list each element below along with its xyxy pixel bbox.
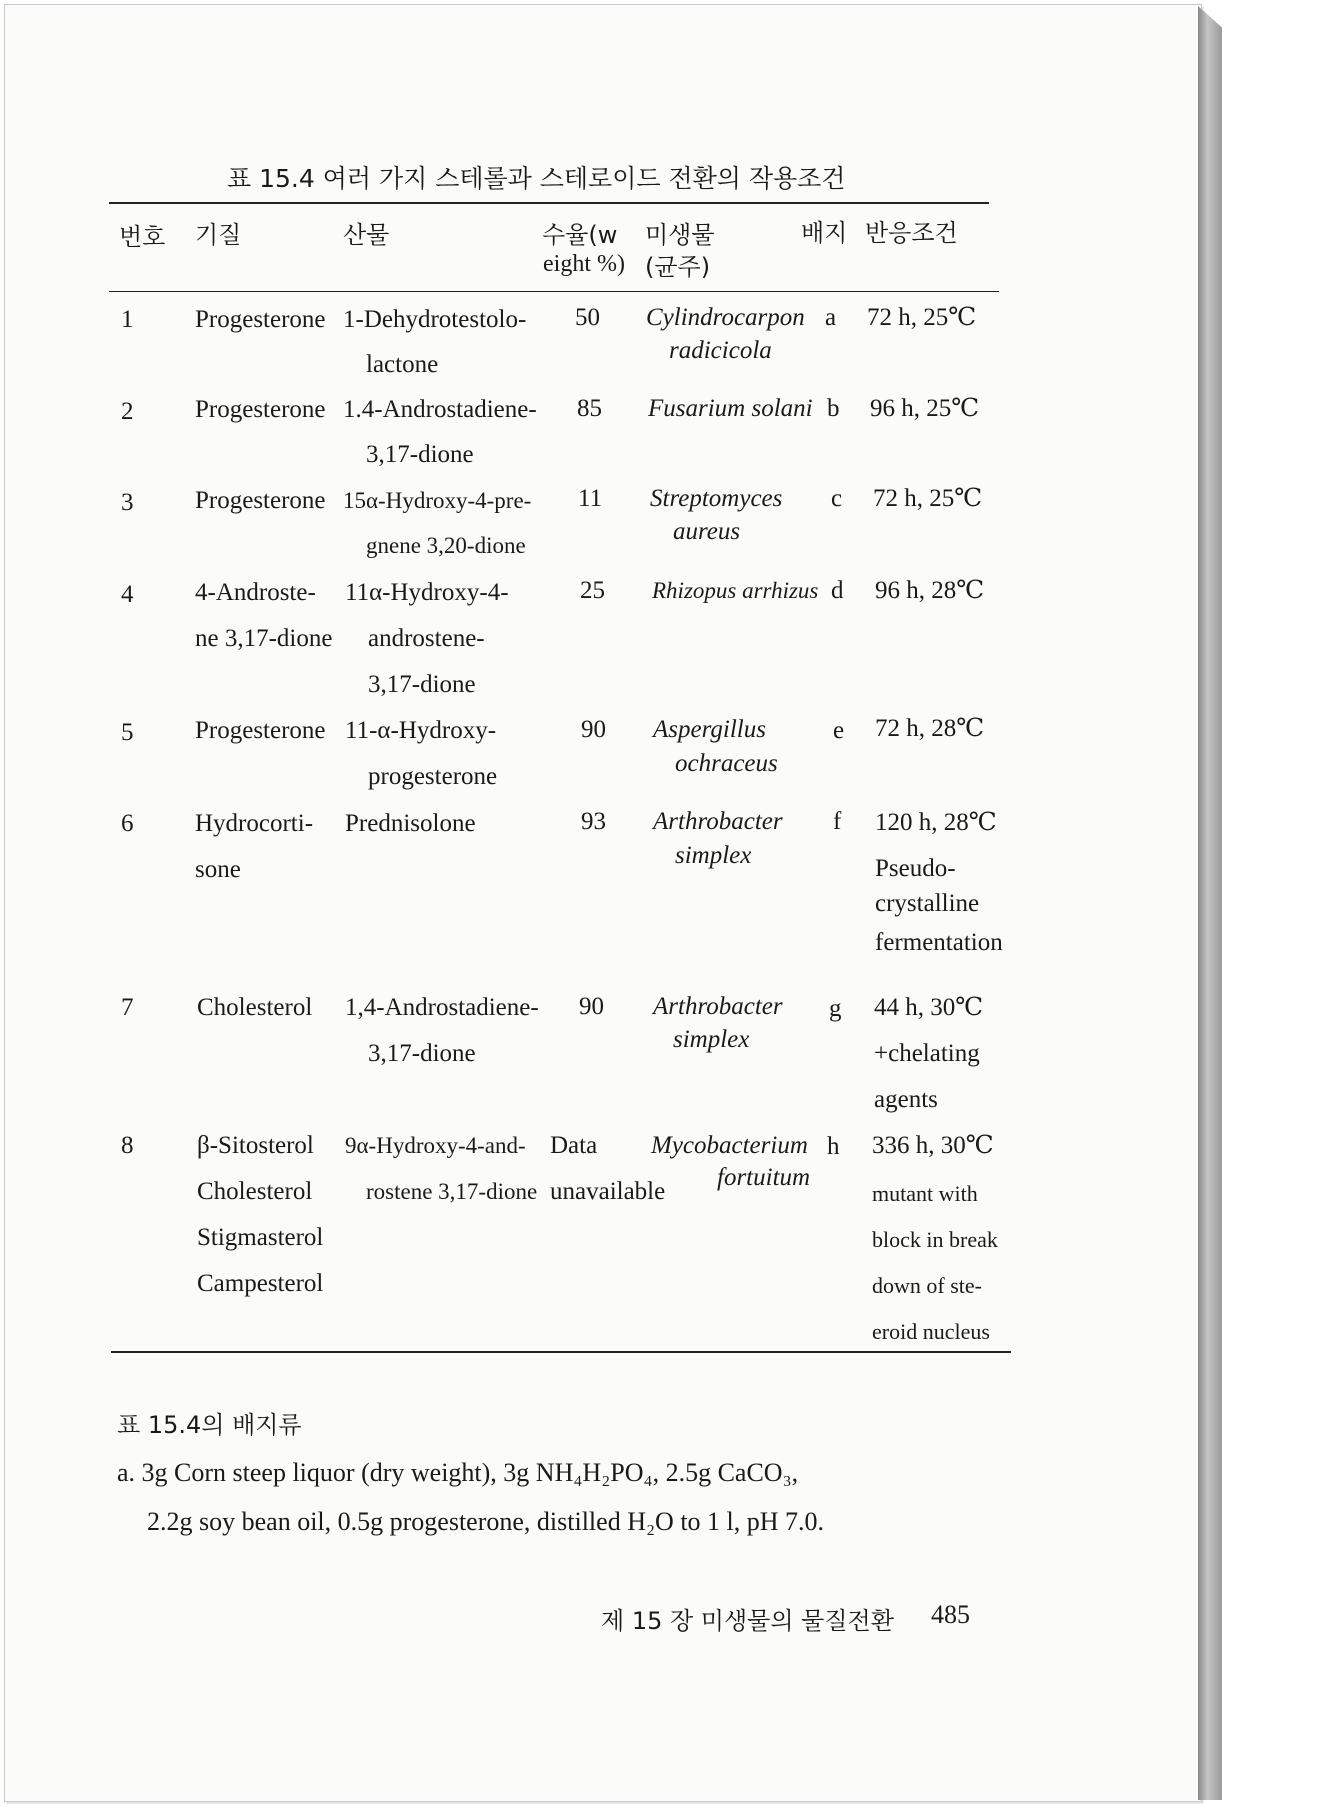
- row-4-product: 11α-Hydroxy-4-: [345, 579, 509, 606]
- row-5-medium: e: [833, 717, 845, 744]
- row-7-conditions-3: agents: [874, 1086, 938, 1113]
- row-4-product-2: androstene-: [368, 625, 485, 652]
- row-7-conditions: 44 h, 30℃: [874, 994, 984, 1021]
- row-3-yield: 11: [578, 485, 603, 512]
- media-heading: 표 15.4의 배지류: [117, 1411, 302, 1439]
- media-a-line-2: 2.2g soy bean oil, 0.5g progesterone, distilled H₂O to 1 l, pH 7.0.: [147, 1507, 825, 1536]
- row-1-product: 1-Dehydrotestolo-: [343, 306, 527, 333]
- row-2-product: 1.4-Androstadiene-: [343, 396, 537, 423]
- row-3-substrate: Progesterone: [195, 487, 326, 514]
- row-1-yield: 50: [575, 304, 600, 331]
- row-7-no: 7: [121, 994, 134, 1021]
- header-yield-2: eight %): [543, 251, 625, 277]
- row-7-product-2: 3,17-dione: [368, 1040, 476, 1067]
- row-4-microbe: Rhizopus arrhizus: [652, 578, 819, 603]
- row-6-microbe-2: simplex: [675, 842, 752, 869]
- book-page: [4, 4, 1202, 1802]
- row-8-substrate: β-Sitosterol: [197, 1132, 314, 1159]
- row-8-substrate-4: Campesterol: [197, 1270, 324, 1297]
- row-8-conditions-4: down of ste-: [872, 1273, 982, 1298]
- media-a-line-1: a. 3g Corn steep liquor (dry weight), 3g NH₄H₂PO₄, 2.5g CaCO₃,: [117, 1458, 799, 1487]
- header-conditions: 반응조건: [865, 219, 958, 247]
- row-3-product-2: gnene 3,20-dione: [366, 533, 526, 558]
- row-3-microbe: Streptomyces: [650, 485, 783, 512]
- row-7-microbe-2: simplex: [673, 1026, 750, 1053]
- header-no: 번호: [119, 223, 166, 251]
- row-2-substrate: Progesterone: [195, 396, 326, 423]
- row-6-conditions-4: fermentation: [875, 929, 1003, 956]
- row-1-no: 1: [121, 306, 134, 333]
- row-8-medium: h: [827, 1133, 840, 1160]
- row-8-product-2: rostene 3,17-dione: [366, 1179, 538, 1204]
- row-7-microbe: Arthrobacter: [653, 993, 783, 1020]
- row-4-substrate: 4-Androste-: [195, 579, 316, 606]
- row-3-microbe-2: aureus: [673, 518, 741, 545]
- row-3-no: 3: [121, 489, 134, 516]
- row-4-conditions: 96 h, 28℃: [875, 577, 985, 604]
- header-rule: [109, 291, 999, 292]
- row-4-substrate-2: ne 3,17-dione: [195, 625, 333, 652]
- table-top-rule: [109, 202, 989, 204]
- table-title: 표 15.4 여러 가지 스테롤과 스테로이드 전환의 작용조건: [227, 164, 846, 193]
- row-3-medium: c: [831, 485, 843, 512]
- row-8-conditions-2: mutant with: [872, 1181, 978, 1206]
- row-5-no: 5: [121, 719, 134, 746]
- row-7-conditions-2: +chelating: [874, 1040, 980, 1067]
- row-3-product: 15α-Hydroxy-4-pre-: [343, 488, 532, 513]
- row-8-yield: Data: [550, 1132, 598, 1159]
- row-6-substrate: Hydrocorti-: [195, 810, 314, 837]
- row-4-medium: d: [831, 577, 844, 604]
- row-8-conditions: 336 h, 30℃: [872, 1132, 994, 1159]
- row-1-substrate: Progesterone: [195, 306, 326, 333]
- header-substrate: 기질: [195, 221, 242, 249]
- row-6-medium: f: [833, 808, 842, 835]
- row-2-no: 2: [121, 398, 134, 425]
- row-8-no: 8: [121, 1132, 134, 1159]
- row-5-substrate: Progesterone: [195, 717, 326, 744]
- row-8-microbe: Mycobacterium: [651, 1132, 808, 1159]
- row-7-medium: g: [829, 995, 842, 1022]
- row-6-conditions-2: Pseudo-: [875, 855, 956, 882]
- page-number: 485: [931, 1600, 970, 1629]
- row-2-conditions: 96 h, 25℃: [870, 395, 980, 422]
- row-5-yield: 90: [581, 716, 606, 743]
- row-6-substrate-2: sone: [195, 856, 241, 883]
- row-2-yield: 85: [577, 395, 602, 422]
- row-8-conditions-3: block in break: [872, 1227, 998, 1252]
- row-5-product-2: progesterone: [368, 763, 498, 790]
- row-2-medium: b: [827, 395, 840, 422]
- header-product: 산물: [343, 221, 390, 249]
- row-2-product-2: 3,17-dione: [366, 441, 474, 468]
- row-8-microbe-2: fortuitum: [717, 1164, 811, 1191]
- row-3-conditions: 72 h, 25℃: [873, 485, 983, 512]
- row-6-yield: 93: [581, 808, 606, 835]
- table-bottom-rule: [111, 1351, 1011, 1353]
- row-7-product: 1,4-Androstadiene-: [345, 994, 539, 1021]
- row-7-substrate: Cholesterol: [197, 994, 313, 1021]
- row-7-yield: 90: [579, 993, 604, 1020]
- row-1-product-2: lactone: [366, 351, 439, 378]
- row-8-product: 9α-Hydroxy-4-and-: [345, 1133, 526, 1158]
- row-6-microbe: Arthrobacter: [653, 808, 783, 835]
- page-edge: [1198, 6, 1222, 1800]
- row-5-product: 11-α-Hydroxy-: [345, 717, 497, 744]
- row-6-product: Prednisolone: [345, 810, 476, 837]
- row-8-substrate-2: Cholesterol: [197, 1178, 313, 1205]
- row-4-product-3: 3,17-dione: [368, 671, 476, 698]
- row-1-medium: a: [825, 304, 837, 331]
- header-microbe-2: (균주): [645, 253, 711, 281]
- row-8-conditions-5: eroid nucleus: [872, 1319, 990, 1344]
- row-1-microbe: Cylindrocarpon: [646, 304, 805, 331]
- row-4-yield: 25: [580, 577, 605, 604]
- row-8-yield-2: unavailable: [550, 1178, 666, 1205]
- row-8-substrate-3: Stigmasterol: [197, 1224, 324, 1251]
- row-4-no: 4: [121, 581, 134, 608]
- header-yield: 수율(w: [542, 221, 618, 249]
- header-medium: 배지: [801, 219, 848, 247]
- row-1-microbe-2: radicicola: [669, 337, 772, 364]
- row-5-conditions: 72 h, 28℃: [875, 715, 985, 742]
- row-5-microbe: Aspergillus: [653, 716, 766, 743]
- row-2-microbe: Fusarium solani: [648, 395, 813, 422]
- row-6-conditions-3: crystalline: [875, 890, 980, 917]
- row-6-conditions: 120 h, 28℃: [875, 809, 997, 836]
- row-5-microbe-2: ochraceus: [675, 750, 778, 777]
- row-1-conditions: 72 h, 25℃: [867, 304, 977, 331]
- footer-chapter: 제 15 장 미생물의 물질전환: [601, 1607, 894, 1635]
- row-6-no: 6: [121, 810, 134, 837]
- header-microbe: 미생물: [645, 221, 715, 249]
